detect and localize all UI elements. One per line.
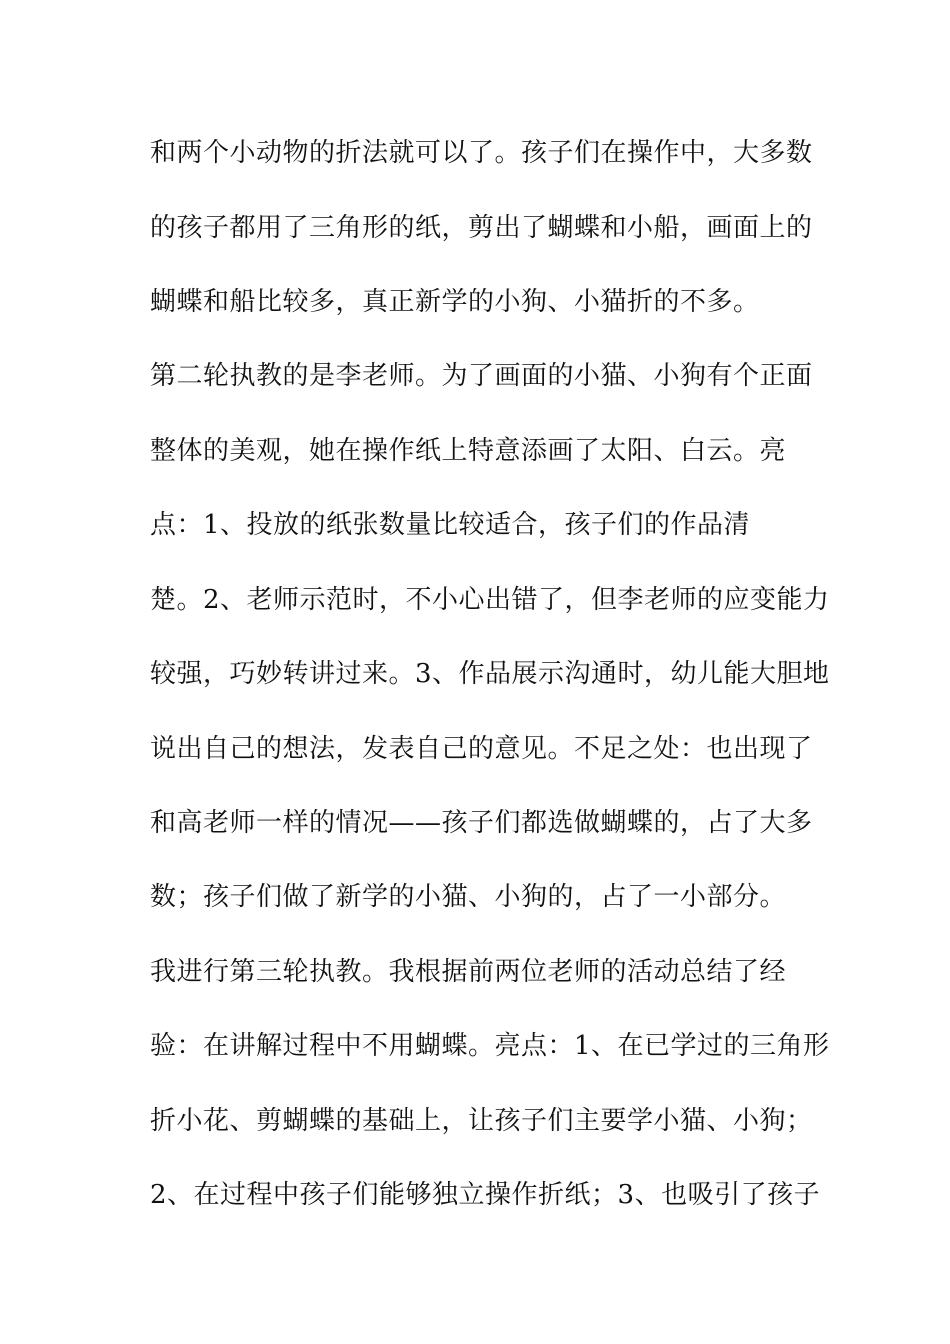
text-line: 折小花、剪蝴蝶的基础上，让孩子们主要学小猫、小狗； (150, 1106, 813, 1136)
text-line: 说出自己的想法，发表自己的意见。不足之处：也出现了 (150, 734, 813, 764)
text-line: 较强，巧妙转讲过来。3、作品展示沟通时，幼儿能大胆地 (150, 659, 830, 689)
text-line: 楚。2、老师示范时，不小心出错了，但李老师的应变能力 (150, 585, 830, 615)
text-line: 验：在讲解过程中不用蝴蝶。亮点：1、在已学过的三角形 (150, 1031, 830, 1061)
text-line: 的孩子都用了三角形的纸，剪出了蝴蝶和小船，画面上的 (150, 213, 813, 243)
text-line: 点：1、投放的纸张数量比较适合，孩子们的作品清 (150, 510, 751, 540)
text-line: 数；孩子们做了新学的小猫、小狗的，占了一小部分。 (150, 882, 787, 912)
text-line: 和高老师一样的情况——孩子们都选做蝴蝶的，占了大多 (150, 808, 813, 838)
text-line: 和两个小动物的折法就可以了。孩子们在操作中，大多数 (150, 138, 813, 168)
text-line: 蝴蝶和船比较多，真正新学的小狗、小猫折的不多。 (150, 287, 760, 317)
text-line: 第二轮执教的是李老师。为了画面的小猫、小狗有个正面 (150, 361, 813, 391)
text-line: 我进行第三轮执教。我根据前两位老师的活动总结了经 (150, 957, 787, 987)
text-line: 2、在过程中孩子们能够独立操作折纸；3、也吸引了孩子 (150, 1180, 821, 1210)
text-line: 整体的美观，她在操作纸上特意添画了太阳、白云。亮 (150, 436, 787, 466)
